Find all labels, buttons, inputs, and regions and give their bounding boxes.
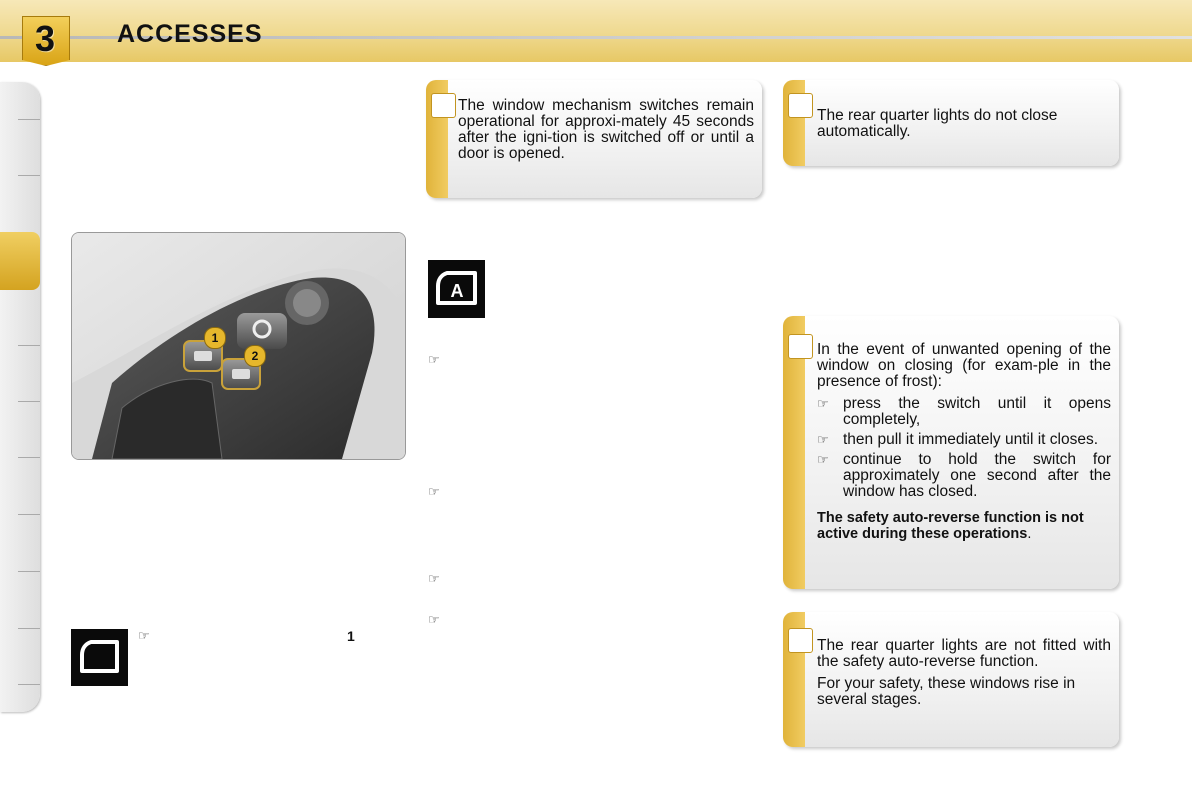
side-tab-divider: [18, 571, 40, 572]
note-line-2: For your safety, these windows rise in several stages.: [817, 675, 1076, 708]
note-rear-reverse-body: [817, 638, 1111, 714]
auto-window-icon: [428, 260, 485, 318]
side-tab-divider: [18, 514, 40, 515]
note-marker-square: [788, 628, 813, 653]
note-unwanted-opening-body: [817, 342, 1111, 542]
note-rear-reverse: [783, 612, 1119, 747]
switch-number-label: 1: [347, 628, 355, 644]
list-item: [817, 452, 1111, 500]
note-steps-list: [817, 396, 1111, 500]
callout-1: 1: [204, 327, 226, 349]
side-tab-divider: [18, 401, 40, 402]
bullet-glyph: ☞: [428, 612, 440, 627]
note-marker-square: [431, 93, 456, 118]
window-switch-icon: [71, 629, 128, 686]
note-warning: [817, 510, 1111, 542]
note-line-1: The rear quarter lights are not fitted with the safety auto-reverse function.: [817, 637, 1111, 670]
side-tab-divider: [18, 628, 40, 629]
side-tab-active[interactable]: [0, 232, 40, 290]
list-item: [817, 396, 1111, 428]
warning-bold-text: The safety auto-reverse function is not active during these operations: [817, 510, 1084, 542]
note-ignition: [426, 80, 762, 198]
bullet-glyph: ☞: [817, 432, 829, 447]
step-text: then pull it immediately until it closes.: [843, 431, 1099, 448]
chapter-number: 3: [34, 18, 56, 59]
warning-end-text: .: [1027, 526, 1032, 542]
bullet-glyph: ☞: [817, 452, 829, 467]
side-tab-divider: [18, 345, 40, 346]
note-rear-close-text: The rear quarter lights do not close automatically.: [817, 107, 1058, 140]
bullet-glyph: ☞: [428, 484, 440, 499]
side-tab-divider: [18, 457, 40, 458]
bullet-glyph: ☞: [428, 571, 440, 586]
note-unwanted-opening: [783, 316, 1119, 589]
note-ignition-text: The window mechanism switches remain operational for approxi-mately 45 seconds after the igni-tion is switched off or until a door is opened.: [458, 97, 754, 162]
svg-text:A: A: [450, 281, 464, 301]
note-marker-square: [788, 93, 813, 118]
chapter-side-tabs: [0, 82, 40, 712]
note-rear-close: [783, 80, 1119, 166]
step-text: continue to hold the switch for approximately one second after the window has closed.: [843, 451, 1111, 500]
callout-2: 2: [244, 345, 266, 367]
window-switch-photo: [71, 232, 406, 460]
step-text: press the switch until it opens completely,: [843, 395, 1111, 428]
bullet-glyph: ☞: [428, 352, 440, 367]
note-intro: In the event of unwanted opening of the window on closing (for exam-ple in the presence of frost):: [817, 341, 1111, 390]
bullet-glyph: ☞: [138, 628, 150, 643]
side-tab-divider: [18, 684, 40, 685]
page-title: ACCESSES: [117, 20, 263, 48]
side-tab-divider: [18, 119, 40, 120]
list-item: [817, 432, 1111, 448]
note-marker-square: [788, 334, 813, 359]
bullet-glyph: ☞: [817, 396, 829, 411]
side-tab-divider: [18, 175, 40, 176]
